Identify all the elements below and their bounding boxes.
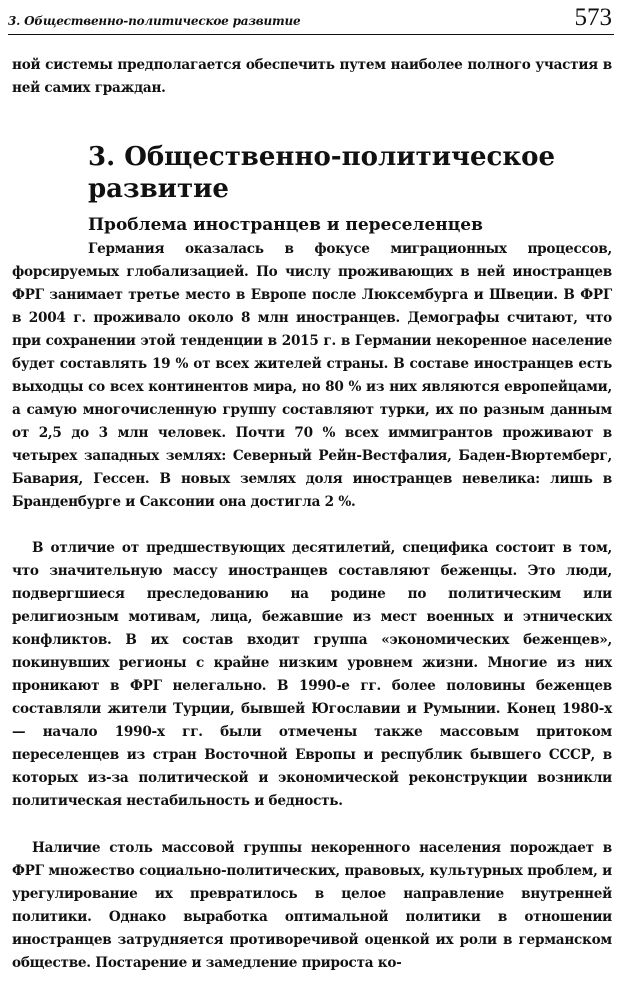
- running-title: 3. Общественно-политическое развитие: [8, 14, 301, 28]
- paragraph-2: В отличие от предшествующих десятилетий, специфика состоит в том, что значительную массу иностранцев составляют беженцы. Это люди, подвергшиеся преследованию на родине по политическим или религиозным мотивам, лица, бежавшие из мест военных и этнических конфликтов. В их состав входит группа «экономических беженцев», покинувших регионы с крайне низким уровнем жизни. Многие из них проникают в ФРГ нелегально. В 1990-е гг. более половины беженцев составляли жители Турции, бывшей Югославии и Румынии. Конец 1980-х — начало 1990-х гг. были отмечены также массовым притоком переселенцев из стран Восточной Европы и республик бывшего СССР, в которых из-за политической и экономической реконструкции возникли политическая нестабильность и бедность.: [12, 540, 612, 809]
- intro-paragraph: ной системы предполагается обеспечить путем наиболее полного участия в ней самих граждан.: [12, 57, 612, 96]
- section-title: Проблема иностранцев и переселенцев: [88, 215, 483, 235]
- paragraph-3: Наличие столь массовой группы некоренного населения порождает в ФРГ множество социально-политических, правовых, культурных проблем, и урегулирование их превратилось в целое направление внутренней политики. Однако выработка оптимальной политики в отношении иностранцев затрудняется противоречивой оценкой их роли в германском обществе. Постарение и замедление прироста ко-: [12, 840, 612, 971]
- chapter-title: [88, 141, 608, 205]
- page-number: 573: [574, 4, 612, 31]
- chapter-title-line1: 3. Общественно-политическое: [88, 142, 556, 172]
- running-header: [8, 4, 614, 35]
- chapter-title-line2: развитие: [88, 174, 229, 204]
- paragraph-1: Германия оказалась в фокусе миграционных процессов, форсируемых глобализацией. По числу проживающих в ней иностранцев ФРГ занимает третье место в Европе после Люксембурга и Швеции. В ФРГ в 2004 г. проживало около 8 млн иностранцев. Демографы считают, что при сохранении этой тенденции в 2015 г. в Германии некоренное население будет составлять 19 % от всех жителей страны. В составе иностранцев есть выходцы со всех континентов мира, но 80 % из них являются европейцами, а самую многочисленную группу составляют турки, их по разным данным от 2,5 до 3 млн человек. Почти 70 % всех иммигрантов проживают в четырех западных землях: Северный Рейн-Вестфалия, Баден-Вюртемберг, Бавария, Гессен. В новых землях доля иностранцев невелика: лишь в Бранденбурге и Саксонии она достигла 2 %.: [12, 241, 612, 510]
